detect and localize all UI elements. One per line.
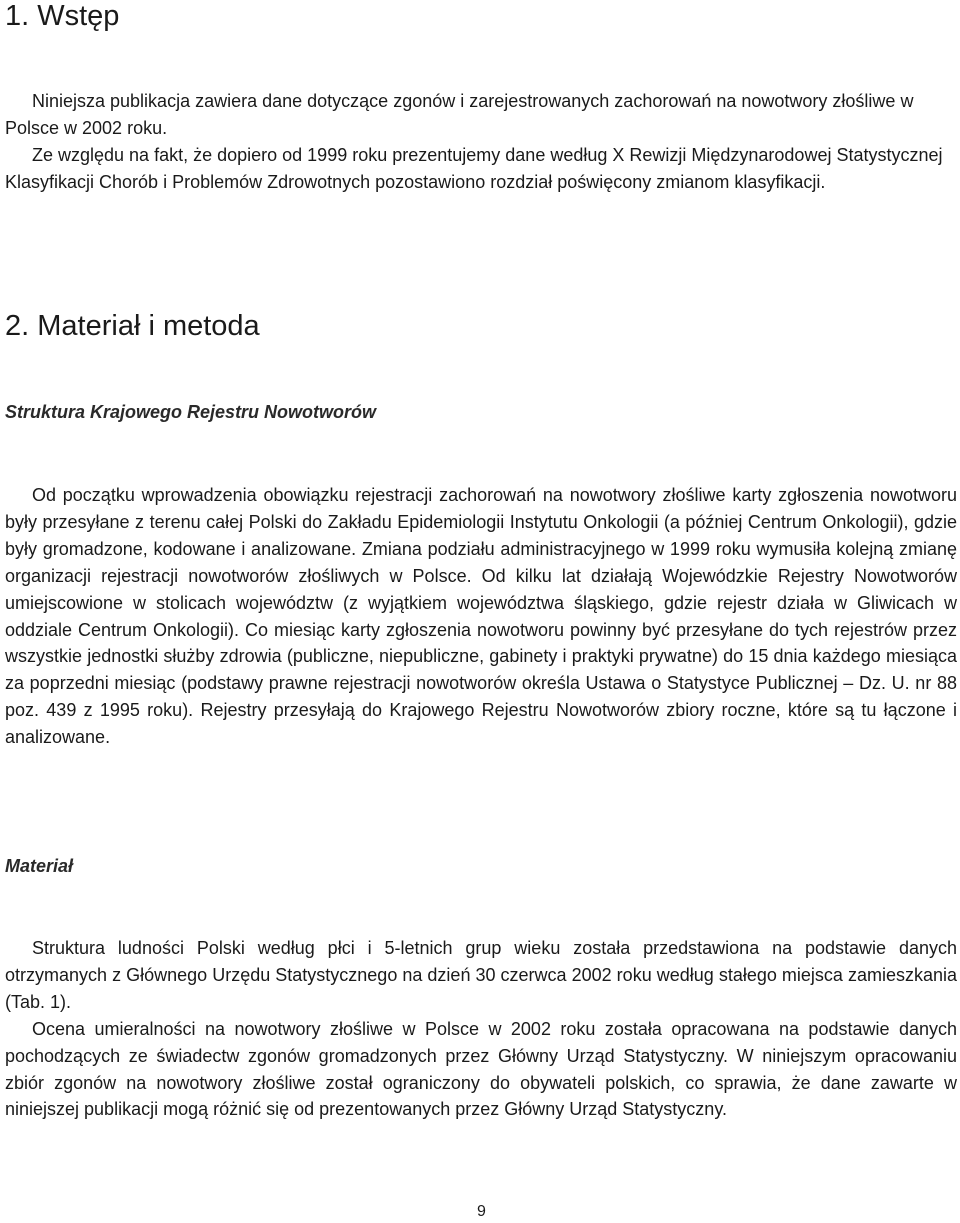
document-page [5, 0, 957, 1223]
introduction-paragraph-2: Ze względu na fakt, że dopiero od 1999 roku prezentujemy dane według X Rewizji Międzynarodowej Statystycznej Klasyfikacji Chorób i Problemów Zdrowotnych pozostawiono rozdział poświęcony zmianom klasyfikacji. [5, 144, 943, 192]
introduction-paragraph-1: Niniejsza publikacja zawiera dane dotyczące zgonów i zarejestrowanych zachorowań na nowotwory złośliwe w Polsce w 2002 roku. [5, 91, 914, 138]
material-paragraph-2: Ocena umieralności na nowotwory złośliwe w Polsce w 2002 roku została opracowana na podstawie danych pochodzących ze świadectw zgonów gromadzonych przez Główny Urząd Statystyczny. W niniejszym opracowaniu zbiór zgonów na nowotwory złośliwe został ograniczony do obywateli polskich, co sprawia, że dane zawarte w niniejszej publikacji mogą różnić się od prezentowanych przez Główny Urząd Statystyczny. [5, 1018, 957, 1120]
subheading-material: Materiał [5, 856, 74, 876]
introduction-text [5, 88, 957, 196]
chapter-heading-material-and-method: 2. Materiał i metoda [5, 310, 260, 342]
registry-structure-paragraph: Od początku wprowadzenia obowiązku rejestracji zachorowań na nowotwory złośliwe karty zgłoszenia nowotworu były przesyłane z terenu całej Polski do Zakładu Epidemiologii Instytutu Onkologii (a później Centrum Onkologii), gdzie były gromadzone, kodowane i analizowane. Zmiana podziału administracyjnego w 1999 roku wymusiła kolejną zmianę organizacji rejestracji nowotworów złośliwych w Polsce. Od kilku lat działają Wojewódzkie Rejestry Nowotworów umiejscowione w stolicach województw (z wyjątkiem województwa śląskiego, gdzie rejestr działa w Gliwicach w oddziale Centrum Onkologii). Co miesiąc karty zgłoszenia nowotworu powinny być przesyłane do tych rejestrów przez wszystkie jednostki służby zdrowia (publiczne, niepubliczne, gabinety i praktyki prywatne) do 15 dnia każdego miesiąca za poprzedni miesiąc (podstawy prawne rejestracji nowotworów określa Ustawa o Statystyce Publicznej – Dz. U. nr 88 poz. 439 z 1995 roku). Rejestry przesyłają do Krajowego Rejestru Nowotworów zbiory roczne, które są tu łączone i analizowane. [5, 485, 957, 748]
subheading-registry-structure: Struktura Krajowego Rejestru Nowotworów [5, 402, 377, 422]
registry-structure-text [5, 482, 957, 751]
chapter-heading-introduction: 1. Wstęp [5, 0, 120, 32]
material-paragraph-1: Struktura ludności Polski według płci i 5-letnich grup wieku została przedstawiona na podstawie danych otrzymanych z Głównego Urzędu Statystycznego na dzień 30 czerwca 2002 roku według stałego miejsca zamieszkania (Tab. 1). [5, 938, 957, 1012]
material-text [5, 935, 957, 1123]
page-number: 9 [477, 1203, 486, 1220]
